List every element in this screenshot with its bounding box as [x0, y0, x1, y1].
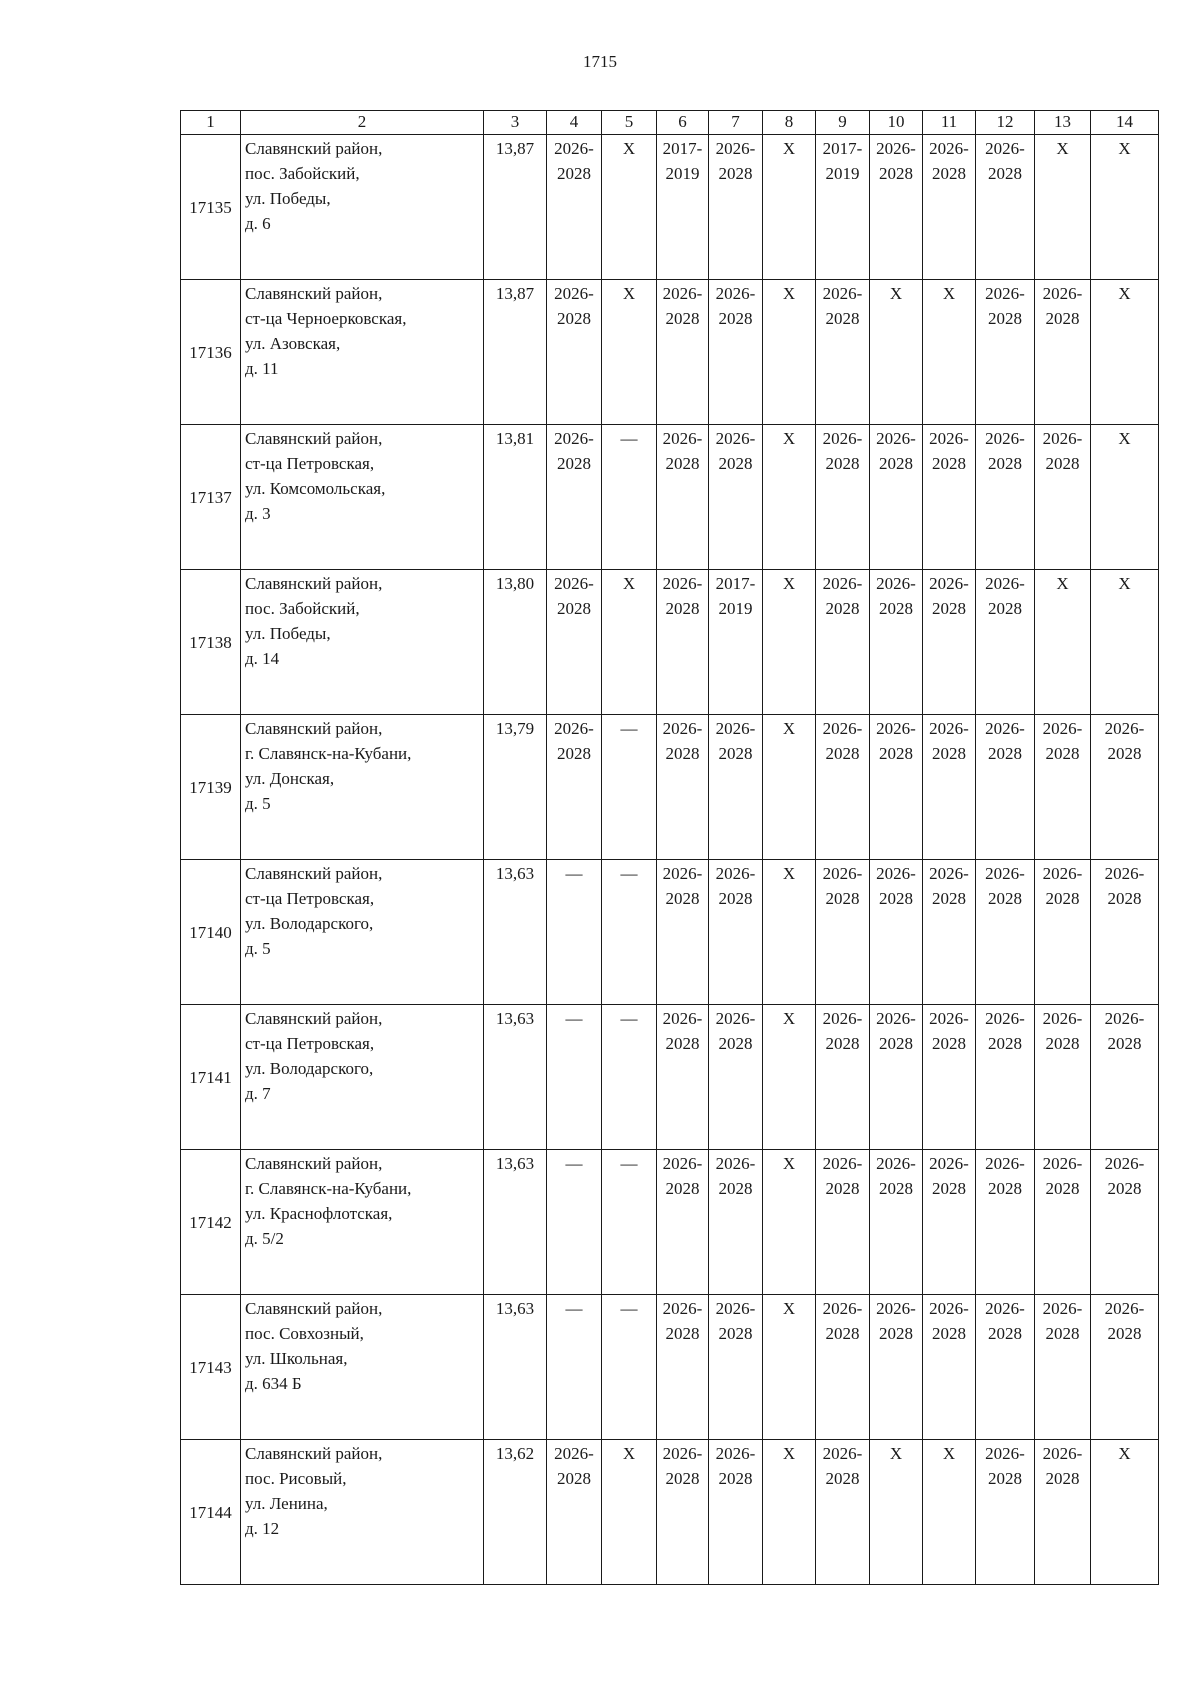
- address-cell: [241, 715, 484, 860]
- record-number: 17139: [181, 715, 241, 860]
- period-cell-14: 2026- 2028: [1091, 1150, 1159, 1295]
- period-cell-10: 2026- 2028: [870, 1005, 923, 1150]
- record-number: 17143: [181, 1295, 241, 1440]
- period-cell-12: 2026- 2028: [976, 1295, 1035, 1440]
- period-cell-9: 2017- 2019: [816, 135, 870, 280]
- header-cell: 8: [763, 111, 816, 135]
- period-cell-12: 2026- 2028: [976, 860, 1035, 1005]
- period-cell-14: 2026- 2028: [1091, 1005, 1159, 1150]
- period-cell-11: X: [923, 280, 976, 425]
- period-cell-7: 2026- 2028: [709, 1440, 763, 1585]
- period-cell-12: 2026- 2028: [976, 1005, 1035, 1150]
- period-cell-10: 2026- 2028: [870, 715, 923, 860]
- table-row: [181, 715, 1159, 860]
- table-row: [181, 280, 1159, 425]
- address-line: Славянский район,: [245, 1444, 383, 1463]
- period-cell-6: 2026- 2028: [657, 1295, 709, 1440]
- period-cell-11: 2026- 2028: [923, 1295, 976, 1440]
- record-number: 17144: [181, 1440, 241, 1585]
- header-cell: 3: [484, 111, 547, 135]
- address-line: пос. Забойский,: [245, 164, 360, 183]
- value-cell-3: 13,63: [484, 1005, 547, 1150]
- address-line: ул. Комсомольская,: [245, 479, 386, 498]
- header-cell: 9: [816, 111, 870, 135]
- address-cell: [241, 570, 484, 715]
- header-cell: 13: [1035, 111, 1091, 135]
- period-cell-7: 2026- 2028: [709, 280, 763, 425]
- address-line: Славянский район,: [245, 719, 383, 738]
- period-cell-4: —: [547, 860, 602, 1005]
- table-row: [181, 425, 1159, 570]
- record-number: 17137: [181, 425, 241, 570]
- record-number: 17141: [181, 1005, 241, 1150]
- period-cell-8: X: [763, 1295, 816, 1440]
- address-line: д. 5: [245, 794, 271, 813]
- period-cell-13: 2026- 2028: [1035, 1150, 1091, 1295]
- header-cell: 14: [1091, 111, 1159, 135]
- address-cell: [241, 425, 484, 570]
- period-cell-4: 2026- 2028: [547, 570, 602, 715]
- address-line: пос. Забойский,: [245, 599, 360, 618]
- value-cell-3: 13,87: [484, 280, 547, 425]
- period-cell-7: 2026- 2028: [709, 860, 763, 1005]
- record-number: 17140: [181, 860, 241, 1005]
- period-cell-5: X: [602, 570, 657, 715]
- value-cell-3: 13,87: [484, 135, 547, 280]
- period-cell-11: 2026- 2028: [923, 1005, 976, 1150]
- period-cell-11: 2026- 2028: [923, 1150, 976, 1295]
- value-cell-3: 13,63: [484, 1295, 547, 1440]
- address-line: д. 5/2: [245, 1229, 284, 1248]
- address-line: Славянский район,: [245, 1154, 383, 1173]
- period-cell-5: X: [602, 280, 657, 425]
- period-cell-11: 2026- 2028: [923, 425, 976, 570]
- period-cell-6: 2026- 2028: [657, 1150, 709, 1295]
- period-cell-8: X: [763, 1005, 816, 1150]
- address-line: ст-ца Петровская,: [245, 454, 375, 473]
- period-cell-11: 2026- 2028: [923, 860, 976, 1005]
- address-line: г. Славянск-на-Кубани,: [245, 744, 412, 763]
- period-cell-5: X: [602, 1440, 657, 1585]
- address-cell: [241, 1295, 484, 1440]
- period-cell-8: X: [763, 570, 816, 715]
- period-cell-4: —: [547, 1295, 602, 1440]
- period-cell-7: 2026- 2028: [709, 1295, 763, 1440]
- period-cell-8: X: [763, 1150, 816, 1295]
- period-cell-9: 2026- 2028: [816, 280, 870, 425]
- period-cell-10: 2026- 2028: [870, 860, 923, 1005]
- address-line: ул. Володарского,: [245, 1059, 374, 1078]
- period-cell-6: 2026- 2028: [657, 715, 709, 860]
- period-cell-11: 2026- 2028: [923, 135, 976, 280]
- record-number: 17138: [181, 570, 241, 715]
- period-cell-13: 2026- 2028: [1035, 280, 1091, 425]
- period-cell-10: 2026- 2028: [870, 570, 923, 715]
- period-cell-13: 2026- 2028: [1035, 860, 1091, 1005]
- period-cell-12: 2026- 2028: [976, 1150, 1035, 1295]
- header-cell: 2: [241, 111, 484, 135]
- value-cell-3: 13,81: [484, 425, 547, 570]
- period-cell-14: 2026- 2028: [1091, 860, 1159, 1005]
- period-cell-12: 2026- 2028: [976, 570, 1035, 715]
- period-cell-9: 2026- 2028: [816, 1440, 870, 1585]
- period-cell-5: —: [602, 860, 657, 1005]
- period-cell-10: 2026- 2028: [870, 135, 923, 280]
- address-cell: [241, 1005, 484, 1150]
- address-line: ул. Краснофлотская,: [245, 1204, 393, 1223]
- address-cell: [241, 1150, 484, 1295]
- address-line: ул. Победы,: [245, 624, 331, 643]
- period-cell-6: 2026- 2028: [657, 570, 709, 715]
- address-line: г. Славянск-на-Кубани,: [245, 1179, 412, 1198]
- period-cell-7: 2026- 2028: [709, 425, 763, 570]
- period-cell-7: 2026- 2028: [709, 715, 763, 860]
- period-cell-12: 2026- 2028: [976, 425, 1035, 570]
- address-line: д. 7: [245, 1084, 271, 1103]
- header-cell: 6: [657, 111, 709, 135]
- address-line: д. 5: [245, 939, 271, 958]
- period-cell-14: X: [1091, 280, 1159, 425]
- value-cell-3: 13,80: [484, 570, 547, 715]
- address-line: д. 3: [245, 504, 271, 523]
- period-cell-5: X: [602, 135, 657, 280]
- address-line: ул. Донская,: [245, 769, 335, 788]
- period-cell-10: 2026- 2028: [870, 1295, 923, 1440]
- period-cell-10: X: [870, 1440, 923, 1585]
- header-cell: 12: [976, 111, 1035, 135]
- period-cell-4: 2026- 2028: [547, 280, 602, 425]
- period-cell-11: 2026- 2028: [923, 570, 976, 715]
- period-cell-9: 2026- 2028: [816, 1005, 870, 1150]
- table-row: [181, 1295, 1159, 1440]
- period-cell-7: 2026- 2028: [709, 1005, 763, 1150]
- period-cell-7: 2017- 2019: [709, 570, 763, 715]
- period-cell-12: 2026- 2028: [976, 715, 1035, 860]
- period-cell-5: —: [602, 1005, 657, 1150]
- address-cell: [241, 1440, 484, 1585]
- period-cell-13: 2026- 2028: [1035, 1295, 1091, 1440]
- period-cell-8: X: [763, 860, 816, 1005]
- period-cell-5: —: [602, 715, 657, 860]
- table-row: [181, 135, 1159, 280]
- period-cell-8: X: [763, 715, 816, 860]
- table-row: [181, 1150, 1159, 1295]
- period-cell-13: X: [1035, 135, 1091, 280]
- period-cell-8: X: [763, 425, 816, 570]
- record-number: 17142: [181, 1150, 241, 1295]
- header-cell: 5: [602, 111, 657, 135]
- period-cell-13: 2026- 2028: [1035, 425, 1091, 570]
- period-cell-14: X: [1091, 1440, 1159, 1585]
- period-cell-12: 2026- 2028: [976, 280, 1035, 425]
- address-line: ул. Победы,: [245, 189, 331, 208]
- period-cell-6: 2026- 2028: [657, 860, 709, 1005]
- period-cell-7: 2026- 2028: [709, 1150, 763, 1295]
- table-row: [181, 1440, 1159, 1585]
- period-cell-4: —: [547, 1005, 602, 1150]
- period-cell-4: 2026- 2028: [547, 715, 602, 860]
- period-cell-9: 2026- 2028: [816, 425, 870, 570]
- period-cell-12: 2026- 2028: [976, 135, 1035, 280]
- period-cell-8: X: [763, 1440, 816, 1585]
- address-line: д. 14: [245, 649, 280, 668]
- period-cell-10: 2026- 2028: [870, 425, 923, 570]
- address-line: Славянский район,: [245, 574, 383, 593]
- address-line: ст-ца Петровская,: [245, 889, 375, 908]
- period-cell-9: 2026- 2028: [816, 1295, 870, 1440]
- period-cell-8: X: [763, 280, 816, 425]
- address-line: Славянский район,: [245, 429, 383, 448]
- period-cell-13: 2026- 2028: [1035, 1005, 1091, 1150]
- period-cell-13: X: [1035, 570, 1091, 715]
- record-number: 17135: [181, 135, 241, 280]
- period-cell-9: 2026- 2028: [816, 715, 870, 860]
- period-cell-6: 2026- 2028: [657, 1440, 709, 1585]
- header-cell: 11: [923, 111, 976, 135]
- address-line: ул. Азовская,: [245, 334, 341, 353]
- period-cell-14: 2026- 2028: [1091, 1295, 1159, 1440]
- address-line: ст-ца Черноерковская,: [245, 309, 407, 328]
- period-cell-11: X: [923, 1440, 976, 1585]
- header-cell: 7: [709, 111, 763, 135]
- period-cell-6: 2026- 2028: [657, 425, 709, 570]
- period-cell-12: 2026- 2028: [976, 1440, 1035, 1585]
- value-cell-3: 13,79: [484, 715, 547, 860]
- period-cell-9: 2026- 2028: [816, 1150, 870, 1295]
- period-cell-14: 2026- 2028: [1091, 715, 1159, 860]
- period-cell-4: —: [547, 1150, 602, 1295]
- page-number: 1715: [583, 52, 617, 71]
- period-cell-6: 2026- 2028: [657, 280, 709, 425]
- value-cell-3: 13,62: [484, 1440, 547, 1585]
- period-cell-6: 2017- 2019: [657, 135, 709, 280]
- period-cell-10: X: [870, 280, 923, 425]
- period-cell-5: —: [602, 1295, 657, 1440]
- header-cell: 10: [870, 111, 923, 135]
- record-number: 17136: [181, 280, 241, 425]
- period-cell-9: 2026- 2028: [816, 570, 870, 715]
- address-line: Славянский район,: [245, 1009, 383, 1028]
- address-line: ст-ца Петровская,: [245, 1034, 375, 1053]
- table-body: [181, 111, 1159, 1585]
- header-cell: 4: [547, 111, 602, 135]
- register-table: [180, 110, 1159, 1585]
- address-line: Славянский район,: [245, 1299, 383, 1318]
- period-cell-14: X: [1091, 425, 1159, 570]
- table-row: [181, 1005, 1159, 1150]
- header-cell: 1: [181, 111, 241, 135]
- address-line: д. 6: [245, 214, 271, 233]
- period-cell-10: 2026- 2028: [870, 1150, 923, 1295]
- address-line: ул. Володарского,: [245, 914, 374, 933]
- period-cell-5: —: [602, 1150, 657, 1295]
- address-line: ул. Школьная,: [245, 1349, 348, 1368]
- address-cell: [241, 280, 484, 425]
- period-cell-4: 2026- 2028: [547, 425, 602, 570]
- period-cell-6: 2026- 2028: [657, 1005, 709, 1150]
- period-cell-14: X: [1091, 135, 1159, 280]
- table-row: [181, 570, 1159, 715]
- period-cell-4: 2026- 2028: [547, 135, 602, 280]
- value-cell-3: 13,63: [484, 1150, 547, 1295]
- address-cell: [241, 135, 484, 280]
- address-line: д. 634 Б: [245, 1374, 302, 1393]
- address-line: Славянский район,: [245, 864, 383, 883]
- address-line: Славянский район,: [245, 139, 383, 158]
- period-cell-7: 2026- 2028: [709, 135, 763, 280]
- period-cell-5: —: [602, 425, 657, 570]
- period-cell-4: 2026- 2028: [547, 1440, 602, 1585]
- address-line: пос. Совхозный,: [245, 1324, 364, 1343]
- address-line: пос. Рисовый,: [245, 1469, 347, 1488]
- address-line: д. 12: [245, 1519, 280, 1538]
- period-cell-13: 2026- 2028: [1035, 715, 1091, 860]
- value-cell-3: 13,63: [484, 860, 547, 1005]
- period-cell-14: X: [1091, 570, 1159, 715]
- period-cell-13: 2026- 2028: [1035, 1440, 1091, 1585]
- address-line: д. 11: [245, 359, 279, 378]
- address-cell: [241, 860, 484, 1005]
- period-cell-11: 2026- 2028: [923, 715, 976, 860]
- address-line: Славянский район,: [245, 284, 383, 303]
- header-row: [181, 111, 1159, 135]
- period-cell-8: X: [763, 135, 816, 280]
- period-cell-9: 2026- 2028: [816, 860, 870, 1005]
- table-row: [181, 860, 1159, 1005]
- address-line: ул. Ленина,: [245, 1494, 328, 1513]
